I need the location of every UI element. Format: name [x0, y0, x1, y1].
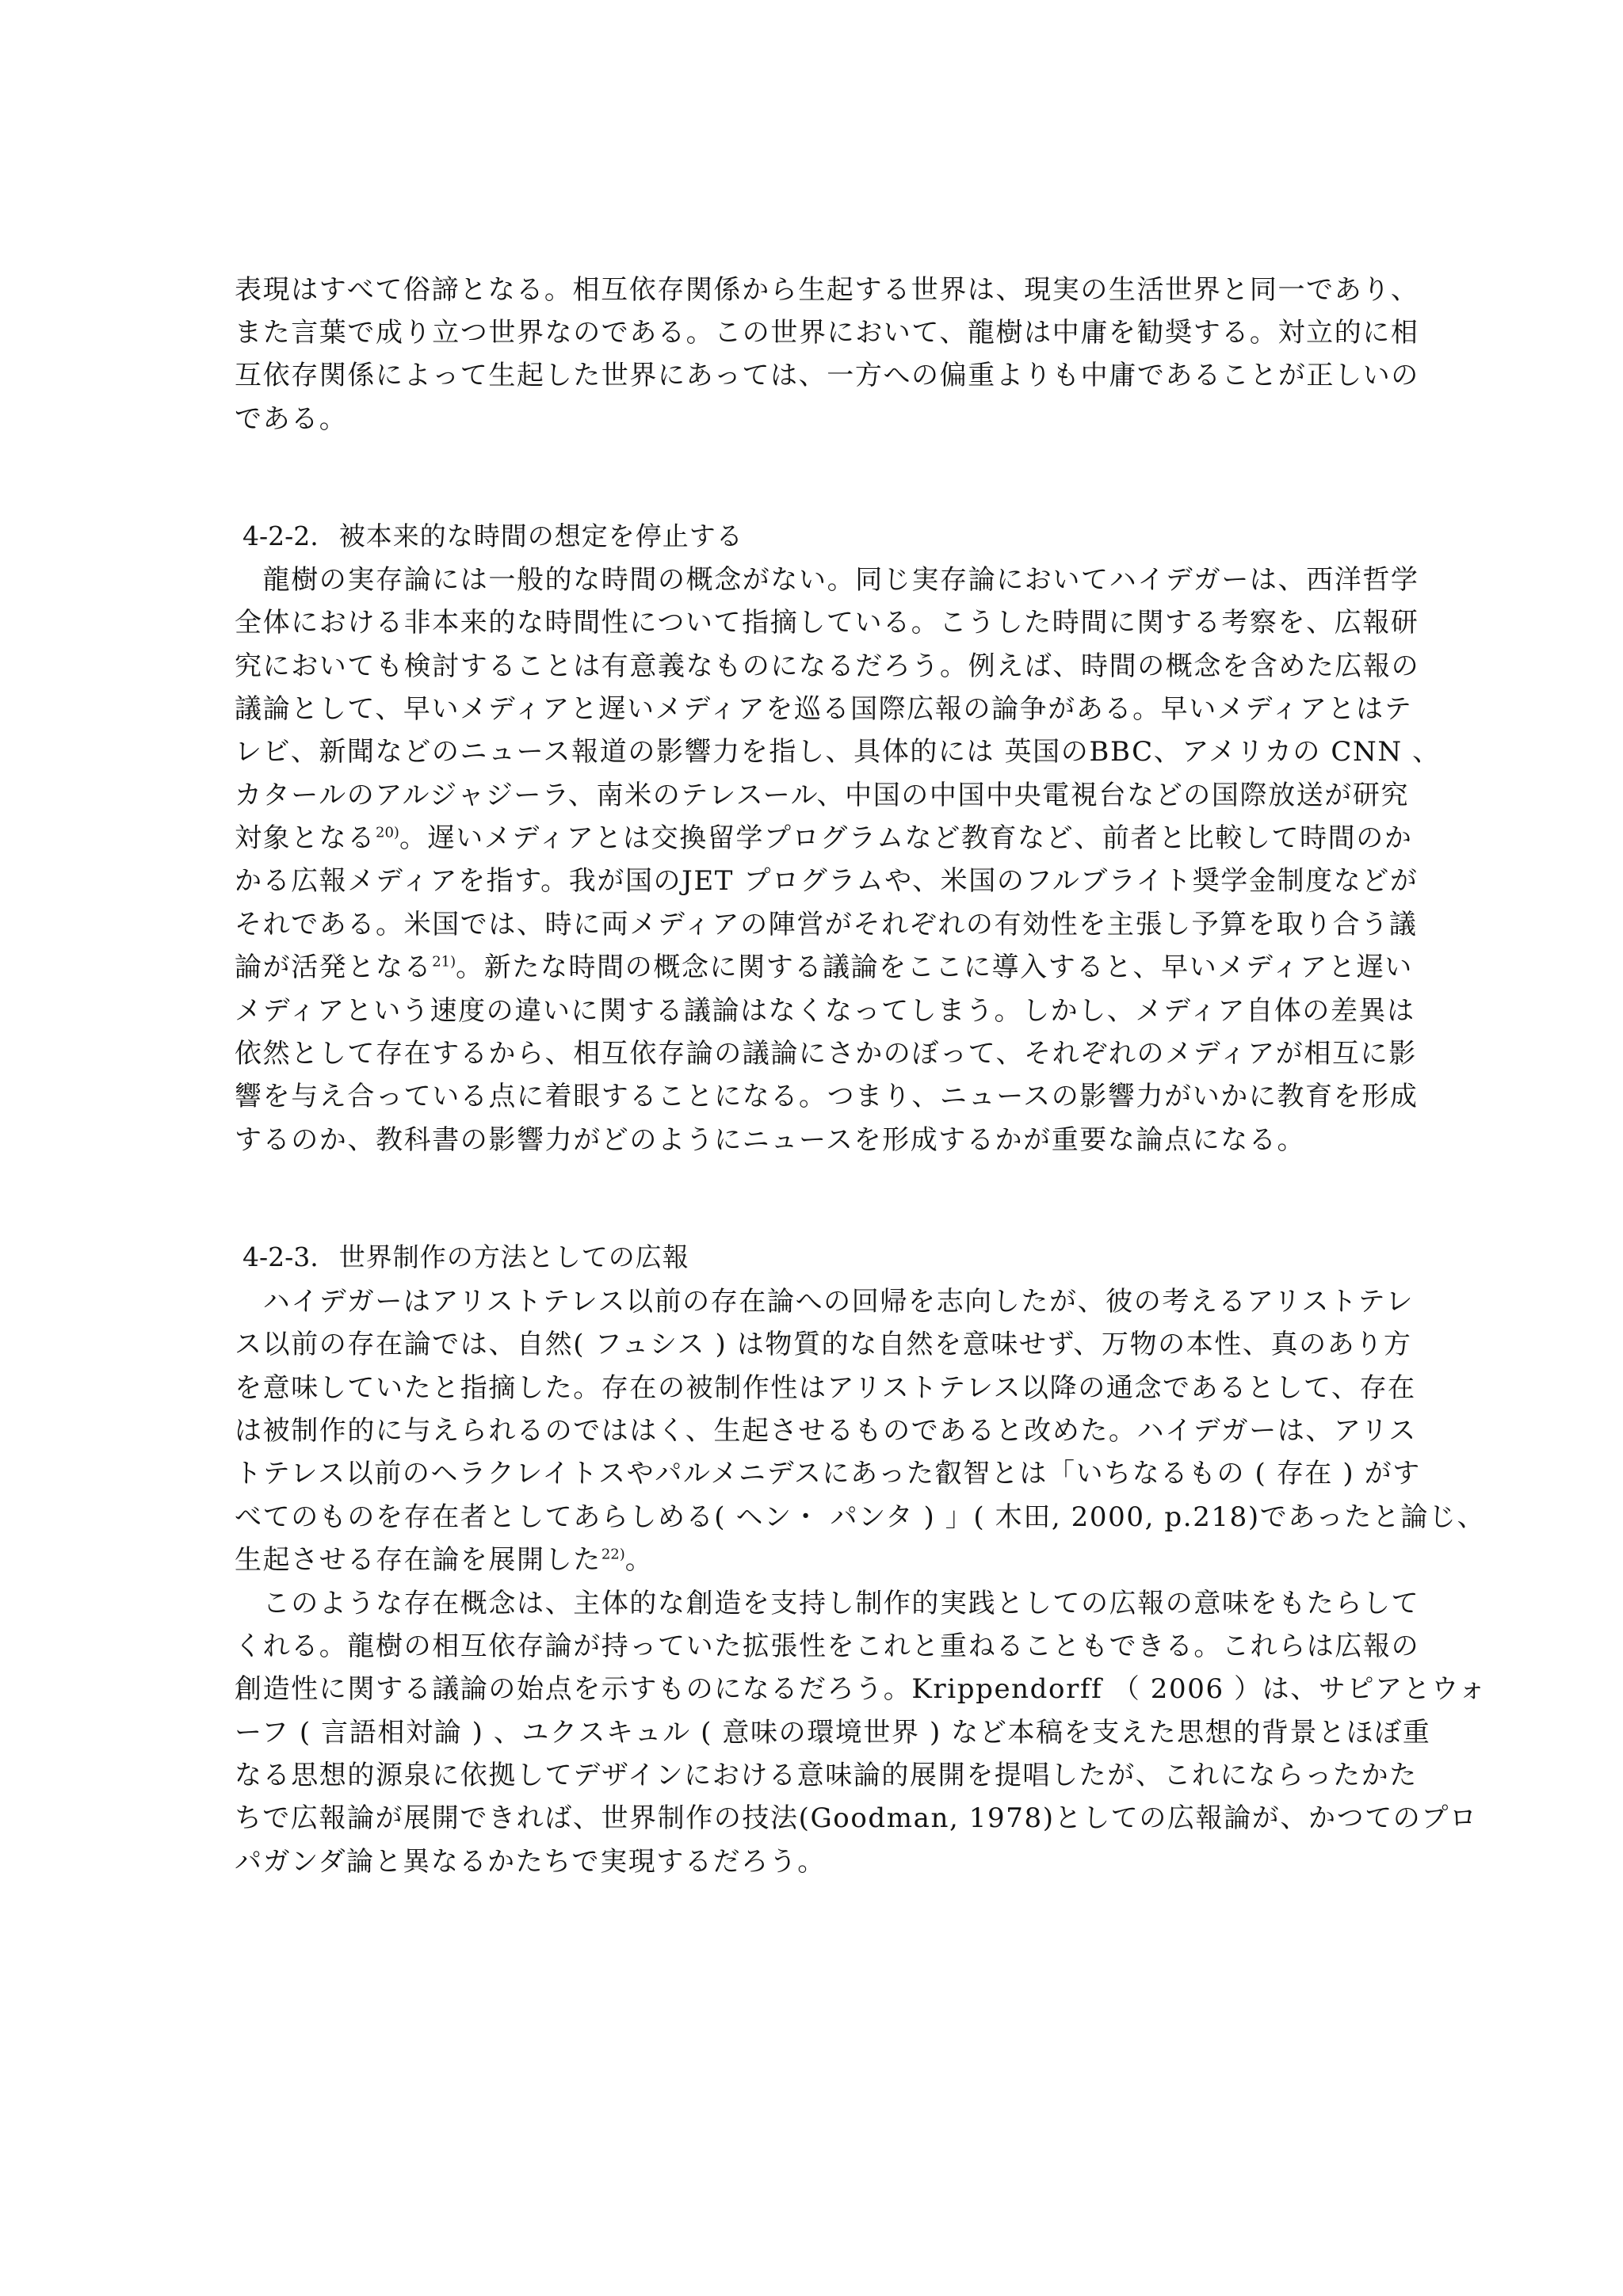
section-heading-4-2-3: [235, 1241, 689, 1273]
section-4-2-2-line-7: [235, 822, 1412, 854]
line-text: 生起させる存在論を展開した: [235, 1544, 601, 1576]
section-4-2-3-line-8: このような存在概念は、主体的な創造を支持し制作的実践としての広報の意味をもたらして: [235, 1588, 1420, 1619]
section-4-2-2-line-12: 依然として存在するから、相互依存論の議論にさかのぼって、それぞれのメディアが相互に影: [235, 1038, 1417, 1070]
section-4-2-2-line-3: 究においても検討することは有意義なものになるだろう。例えば、時間の概念を含めた広報の: [235, 650, 1420, 682]
section-4-2-3-line-5: トテレス以前のヘラクレイトスやパルメニデスにあった叡智とは「いちなるもの ( 存在 ) がす: [235, 1458, 1421, 1489]
section-4-2-2-line-13: 響を与え合っている点に着眼することになる。つまり、ニュースの影響力がいかに教育を形成: [235, 1081, 1419, 1112]
footnote-ref-21: 21): [432, 953, 456, 971]
section-heading-4-2-2: [235, 521, 743, 552]
section-number: 4-2-3.: [242, 1241, 319, 1272]
section-4-2-3-line-10: 創造性に関する議論の始点を示すものになるだろう。Krippendorff （ 2006 ）は、サピアとウォ: [235, 1673, 1487, 1705]
section-4-2-2-line-4: 議論として、早いメディアと遅いメディアを巡る国際広報の論争がある。早いメディアとはテ: [235, 693, 1413, 725]
paragraph-1-line-1: 表現はすべて俗諦となる。相互依存関係から生起する世界は、現実の生活世界と同一であり、: [235, 274, 1419, 306]
section-4-2-3-line-4: は被制作的に与えられるのでははく、生起させるものであると改めた。ハイデガーは、アリス: [235, 1415, 1417, 1447]
line-text: 対象となる: [235, 822, 376, 854]
section-4-2-2-line-14: するのか、教科書の影響力がどのようにニュースを形成するかが重要な論点になる。: [235, 1124, 1306, 1156]
section-4-2-3-line-2: ス以前の存在論では、自然( フュシス ) は物質的な自然を意味せず、万物の本性、真のあり方: [235, 1329, 1412, 1360]
section-4-2-2-line-1: 龍樹の実存論には一般的な時間の概念がない。同じ実存論においてハイデガーは、西洋哲学: [235, 564, 1419, 596]
section-4-2-3-line-1: ハイデガーはアリストテレス以前の存在論への回帰を志向したが、彼の考えるアリストテレ: [235, 1286, 1415, 1318]
footnote-ref-22: 22): [601, 1546, 625, 1563]
section-4-2-3-line-6: べてのものを存在者としてあらしめる( ヘン・ パンタ ) 」( 木田, 2000, p.218)であったと論じ、: [235, 1501, 1486, 1533]
section-title: 世界制作の方法としての広報: [338, 1241, 689, 1272]
paragraph-1-line-3: 互依存関係によって生起した世界にあっては、一方への偏重よりも中庸であることが正しいの: [235, 360, 1419, 391]
section-4-2-3-line-11: ーフ ( 言語相対論 ) 、ユクスキュル ( 意味の環境世界 ) など本稿を支えた思想的背景とほぼ重: [235, 1717, 1431, 1749]
line-text: 論が活発となる: [235, 952, 433, 983]
section-4-2-2-line-2: 全体における非本来的な時間性について指摘している。こうした時間に関する考察を、広報研: [235, 607, 1419, 639]
section-4-2-3-line-13: ちで広報論が展開できれば、世界制作の技法(Goodman, 1978)としての広報論が、かつてのプロ: [235, 1802, 1478, 1834]
section-4-2-2-line-9: それである。米国では、時に両メディアの陣営がそれぞれの有効性を主張し予算を取り合う議: [235, 909, 1418, 940]
section-4-2-2-line-8: かる広報メディアを指す。我が国のJET プログラムや、米国のフルブライト奨学金制度などが: [235, 865, 1419, 897]
section-4-2-3-line-7: [235, 1544, 653, 1576]
line-text: 。: [624, 1544, 654, 1576]
section-4-2-3-line-14: パガンダ論と異なるかたちで実現するだろう。: [235, 1846, 826, 1878]
section-title: 被本来的な時間の想定を停止する: [338, 521, 743, 551]
section-4-2-2-line-11: メディアという速度の違いに関する議論はなくなってしまう。しかし、メディア自体の差異は: [235, 995, 1415, 1027]
line-text: 。新たな時間の概念に関する議論をここに導入すると、早いメディアと遅い: [456, 952, 1413, 983]
section-4-2-3-line-3: を意味していたと指摘した。存在の被制作性はアリストテレス以降の通念であるとして、存在: [235, 1372, 1416, 1404]
section-number: 4-2-2.: [242, 521, 319, 551]
section-4-2-3-line-9: くれる。龍樹の相互依存論が持っていた拡張性をこれと重ねることもできる。これらは広報の: [235, 1630, 1420, 1662]
section-4-2-3-line-12: なる思想的源泉に依拠してデザインにおける意味論的展開を提唱したが、これにならったかた: [235, 1760, 1418, 1791]
section-4-2-2-line-6: カタールのアルジャジーラ、南米のテレスール、中国の中国中央電視台などの国際放送が研究: [235, 780, 1410, 811]
line-text: 。遅いメディアとは交換留学プログラムなど教育など、前者と比較して時間のか: [399, 822, 1413, 854]
paragraph-1-line-4: である。: [235, 403, 348, 435]
section-4-2-2-line-10: [235, 952, 1413, 983]
section-4-2-2-line-5: レビ、新聞などのニュース報道の影響力を指し、具体的には 英国のBBC、アメリカの CNN 、: [235, 736, 1441, 768]
footnote-ref-20: 20): [376, 824, 399, 841]
paragraph-1-line-2: また言葉で成り立つ世界なのである。この世界において、龍樹は中庸を勧奨する。対立的に相: [235, 317, 1419, 349]
